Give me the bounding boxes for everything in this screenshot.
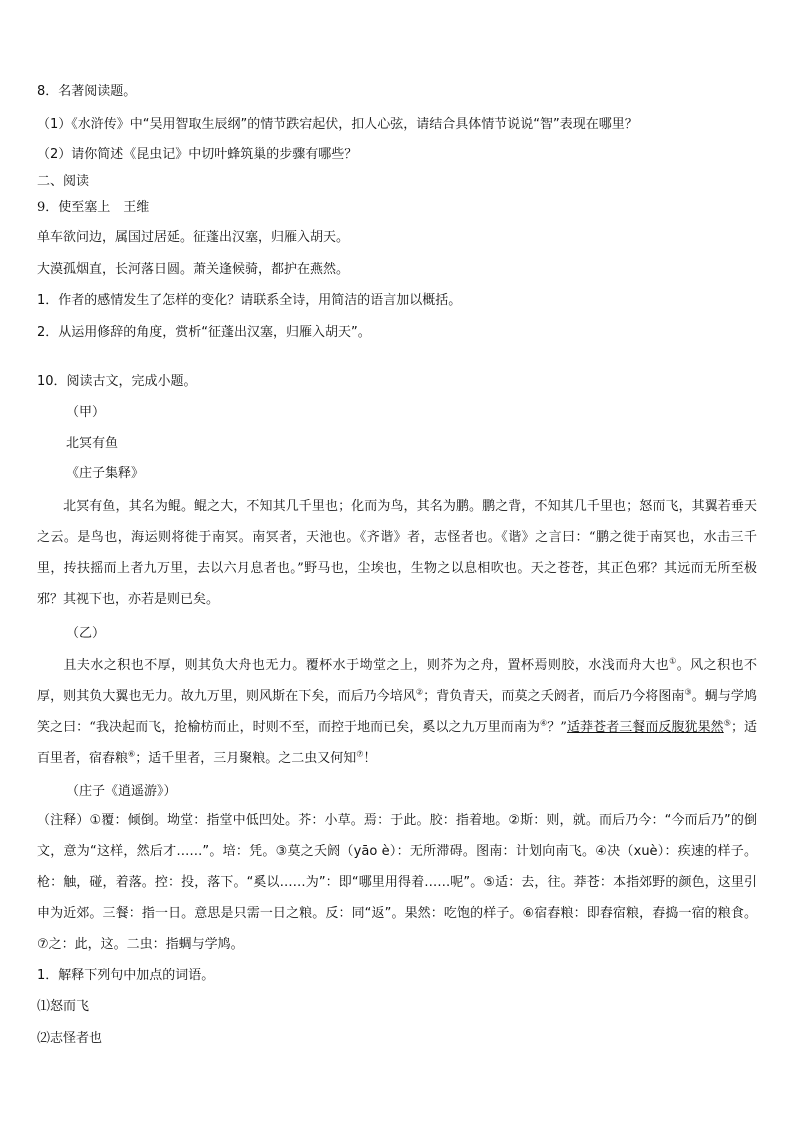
question-10-title: 10．阅读古文，完成小题。 [37, 374, 197, 389]
passage-jia-title: 北冥有鱼 [66, 436, 119, 451]
question-9-sub-1: 1．作者的感情发生了怎样的变化？请联系全诗，用简洁的语言加以概括。 [37, 293, 462, 308]
poem-line-2: 大漠孤烟直，长河落日圆。萧关逢候骑，都护在燕然。 [37, 262, 350, 277]
footnote-mark: ① [669, 656, 677, 666]
question-8-title: 8．名著阅读题。 [37, 84, 137, 99]
question-10-sub-1: 1．解释下列句中加点的词语。 [37, 968, 215, 983]
passage-jia-label: （甲） [66, 405, 106, 420]
footnote-mark: ⑤ [723, 718, 731, 728]
passage-jia-text: 北冥有鱼，其名为鲲。鲲之大，不知其几千里也；化而为鸟，其名为鹏。鹏之背，不知其几千里也；怒而飞，其翼若垂天之云。是鸟也，海运则将徙于南冥。南冥者，天池也。《齐谐》者，志怪者也。《谐》之言曰：“鹏之徙于南冥也，水击三千里，抟扶摇而上者九万里，去以六月息者也。”野马也，尘埃也，生物之以息相吹也。天之苍苍，其正色邪？其远而无所至极邪？其视下也，亦若是则已矣。 [37, 499, 757, 607]
footnote-mark: ⑥ [128, 749, 136, 759]
footnote-mark: ④ [539, 718, 548, 728]
section-heading-reading: 二、阅读 [37, 174, 90, 189]
passage-jia-source: 《庄子集释》 [66, 466, 145, 481]
question-8-part-1: （1）《水浒传》中“吴用智取生辰纲”的情节跌宕起伏，扣人心弦，请结合具体情节说说“智”表现在哪里？ [37, 117, 638, 132]
passage-yi-source: （庄子《逍遥游》） [66, 784, 177, 799]
question-10-item-1: ⑴怒而飞 [37, 999, 90, 1014]
passage-yi-text: 且夫水之积也不厚，则其负大舟也无力。覆杯水于坳堂之上，则芥为之舟，置杯焉则胶，水浅而舟大也①。风之积也不厚，则其负大翼也无力。故九万里，则风斯在下矣，而后乃今培风②；背负青天，而莫之夭阏者，而后乃今将图南③。蜩与学鸠笑之曰：“我决起而飞，抢榆枋而止，时则不至，而控于地而已矣，奚以之九万里而南为④？”适莽苍者三餐而反腹犹果然⑤；适百里者，宿舂粮⑥；适千里者，三月聚粮。之二虫又何知⑦！ [37, 656, 757, 766]
question-8-part-2: （2）请你简述《昆虫记》中切叶蜂筑巢的步骤有哪些？ [37, 147, 358, 162]
question-9-title: 9．使至塞上 王维 [37, 200, 150, 215]
footnote-mark: ② [415, 687, 424, 697]
footnote-mark: ③ [684, 687, 692, 697]
poem-line-1: 单车欲问边，属国过居延。征蓬出汉塞，归雁入胡天。 [37, 230, 350, 245]
question-10-item-2: ⑵志怪者也 [37, 1031, 103, 1046]
footnote-mark: ⑦ [356, 749, 364, 759]
underlined-sentence: 适莽苍者三餐而反腹犹果然 [566, 720, 724, 735]
passage-yi-label: （乙） [66, 626, 106, 641]
question-9-sub-2: 2．从运用修辞的角度，赏析“征蓬出汉塞，归雁入胡天”。 [37, 325, 371, 340]
annotation-notes: （注释）①覆：倾倒。坳堂：指堂中低凹处。芥：小草。焉：于此。胶：指着地。②斯：则，就。而后乃今：“今而后乃”的倒文，意为“这样，然后才……”。培：凭。③莫之夭阏（yāo è）：无所滞碍。图南：计划向南飞。④决（xuè）：疾速的样子。枪：触，碰，着落。控：投，落下。“奚以……为”：即“哪里用得着……呢”。⑤适：去，往。莽苍：本指郊野的颜色，这里引申为近郊。三餐：指一日。意思是只需一日之粮。反：同“返”。果然：吃饱的样子。⑥宿舂粮：即舂宿粮，舂捣一宿的粮食。⑦之：此，这。二虫：指蜩与学鸠。 [37, 813, 757, 952]
